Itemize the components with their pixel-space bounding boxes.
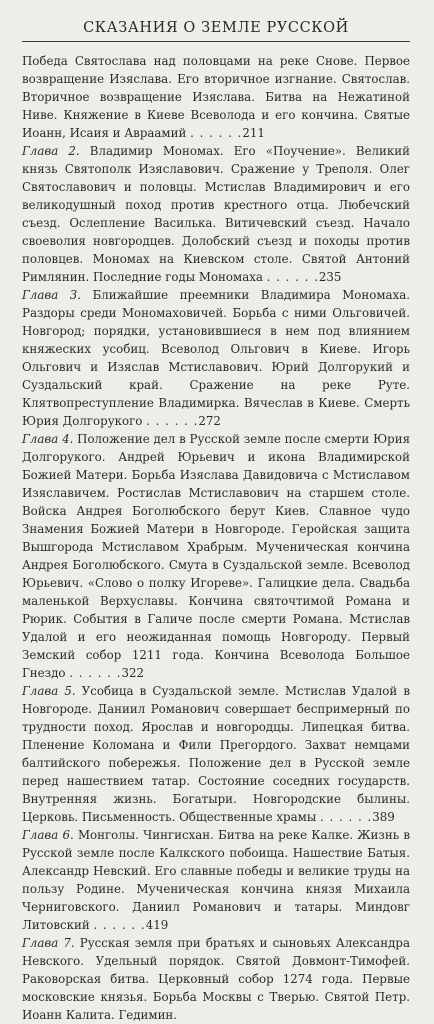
toc-entry xyxy=(22,430,410,682)
chapter-summary: Русская земля при братьях и сыновьях Александра Невского. Удельный порядок. Святой Довмонт-Тимофей. Раковорская битва. Церковный собор 1274 года. Первые московские князья. Борьба Москвы с Тверью. Святой Петр. Иоанн Калита. Гедимин. xyxy=(22,936,411,1022)
toc-entry xyxy=(22,682,410,826)
chapter-label: Глава 5. xyxy=(22,684,76,698)
chapter-label: Глава 2. xyxy=(22,144,80,158)
chapter-summary: Победа Святослава над половцами на реке Снове. Первое возвращение Изяслава. Его вторичное изгнание. Святослав. Вторичное возвращение Изяслава. Битва на Нежатиной Ниве. Княжение в Киеве Всеволода и его кончина. Святые Иоанн, Исаия и Авраамий xyxy=(22,54,410,140)
chapter-label: Глава 3. xyxy=(22,288,82,302)
chapter-summary: Владимир Мономах. Его «Поучение». Великий князь Святополк Изяславович. Сражение у Треполя. Олег Святославович и половцы. Мстислав Владимирович и его великодушный поход против крестного отца. Любечский съезд. Ослепление Василька. Витичевский съезд. Начало своеволия новгородцев. Долобский съезд и походы против половцев. Мономах на Киевском столе. Святой Антоний Римлянин. Последние годы Мономаха xyxy=(22,144,411,284)
table-of-contents xyxy=(22,52,410,1024)
page-number: 235 xyxy=(318,270,342,284)
toc-entry xyxy=(22,934,410,1024)
chapter-label: Глава 4. xyxy=(22,432,74,446)
leader-dots: . . . . . . xyxy=(146,414,199,428)
toc-entry xyxy=(22,142,410,286)
leader-dots: . . . . . . xyxy=(190,126,243,140)
toc-entry xyxy=(22,826,410,934)
chapter-summary: Усобица в Суздальской земле. Мстислав Удалой в Новгороде. Даниил Романович совершает беспримерный по трудности поход. Ярослав и новгородцы. Липецкая битва. Пленение Коломана и Фили Прегордого. Захват немцами балтийского побережья. Положение дел в Русской земле перед нашествием татар. Состояние соседних государств. Внутренняя жизнь. Богатыри. Новгородские былины. Церковь. Письменность. Общественные храмы xyxy=(22,684,410,824)
leader-dots: . . . . . . xyxy=(266,270,319,284)
page-number: 272 xyxy=(198,414,221,428)
page-number: 419 xyxy=(145,918,169,932)
chapter-summary: Ближайшие преемники Владимира Мономаха. Раздоры среди Мономаховичей. Борьба с ними Ольговичей. Новгород; порядки, установившиеся в нем под влиянием княжеских усобиц. Всеволод Ольгович в Киеве. Игорь Ольгович и Изяслав Мстиславович. Юрий Долгорукий и Суздальский край. Сражение на реке Руте. Клятвопреступление Владимирка. Вячеслав в Киеве. Смерть Юрия Долгорукого xyxy=(22,288,410,428)
chapter-summary: Положение дел в Русской земле после смерти Юрия Долгорукого. Андрей Юрьевич и икона Владимирской Божией Матери. Борьба Изяслава Давидовича с Мстиславом Изяславичем. Ростислав Мстиславович на старшем столе. Войска Андрея Боголюбского берут Киев. Славное чудо Знамения Божией Матери в Новгороде. Геройская защита Вышгорода Мстиславом Храбрым. Мученическая кончина Андрея Боголюбского. Смута в Суздальской земле. Всеволод Юрьевич. «Слово о полку Игореве». Галицкие дела. Свадьба маленькой Верхуславы. Кончина святочтимой Романа и Рюрик. События в Галиче после смерти Романа. Мстислав Удалой и его неожиданная помощь Новгороду. Первый Земский собор 1211 года. Кончина Всеволода Большое Гнездо xyxy=(22,432,411,680)
leader-dots: . . . . . . xyxy=(319,810,373,824)
leader-dots: . . . . . . xyxy=(93,918,146,932)
page-number: 389 xyxy=(372,810,395,824)
toc-entry xyxy=(22,286,410,430)
chapter-label: Глава 7. xyxy=(22,936,75,950)
running-header: СКАЗАНИЯ О ЗЕМЛЕ РУССКОЙ xyxy=(22,0,410,42)
toc-entry xyxy=(22,52,410,142)
chapter-label: Глава 6. xyxy=(22,828,74,842)
chapter-summary: Монголы. Чингисхан. Битва на реке Калке. Жизнь в Русской земле после Калкского побоища. Нашествие Батыя. Александр Невский. Его славные победы и великие труды на пользу Родине. Мученическая кончина князя Михаила Черниговского. Даниил Романович и татары. Миндовг Литовский xyxy=(22,828,410,932)
page-number: 211 xyxy=(242,126,265,140)
page-number: 322 xyxy=(121,666,144,680)
leader-dots: . . . . . . xyxy=(69,666,122,680)
